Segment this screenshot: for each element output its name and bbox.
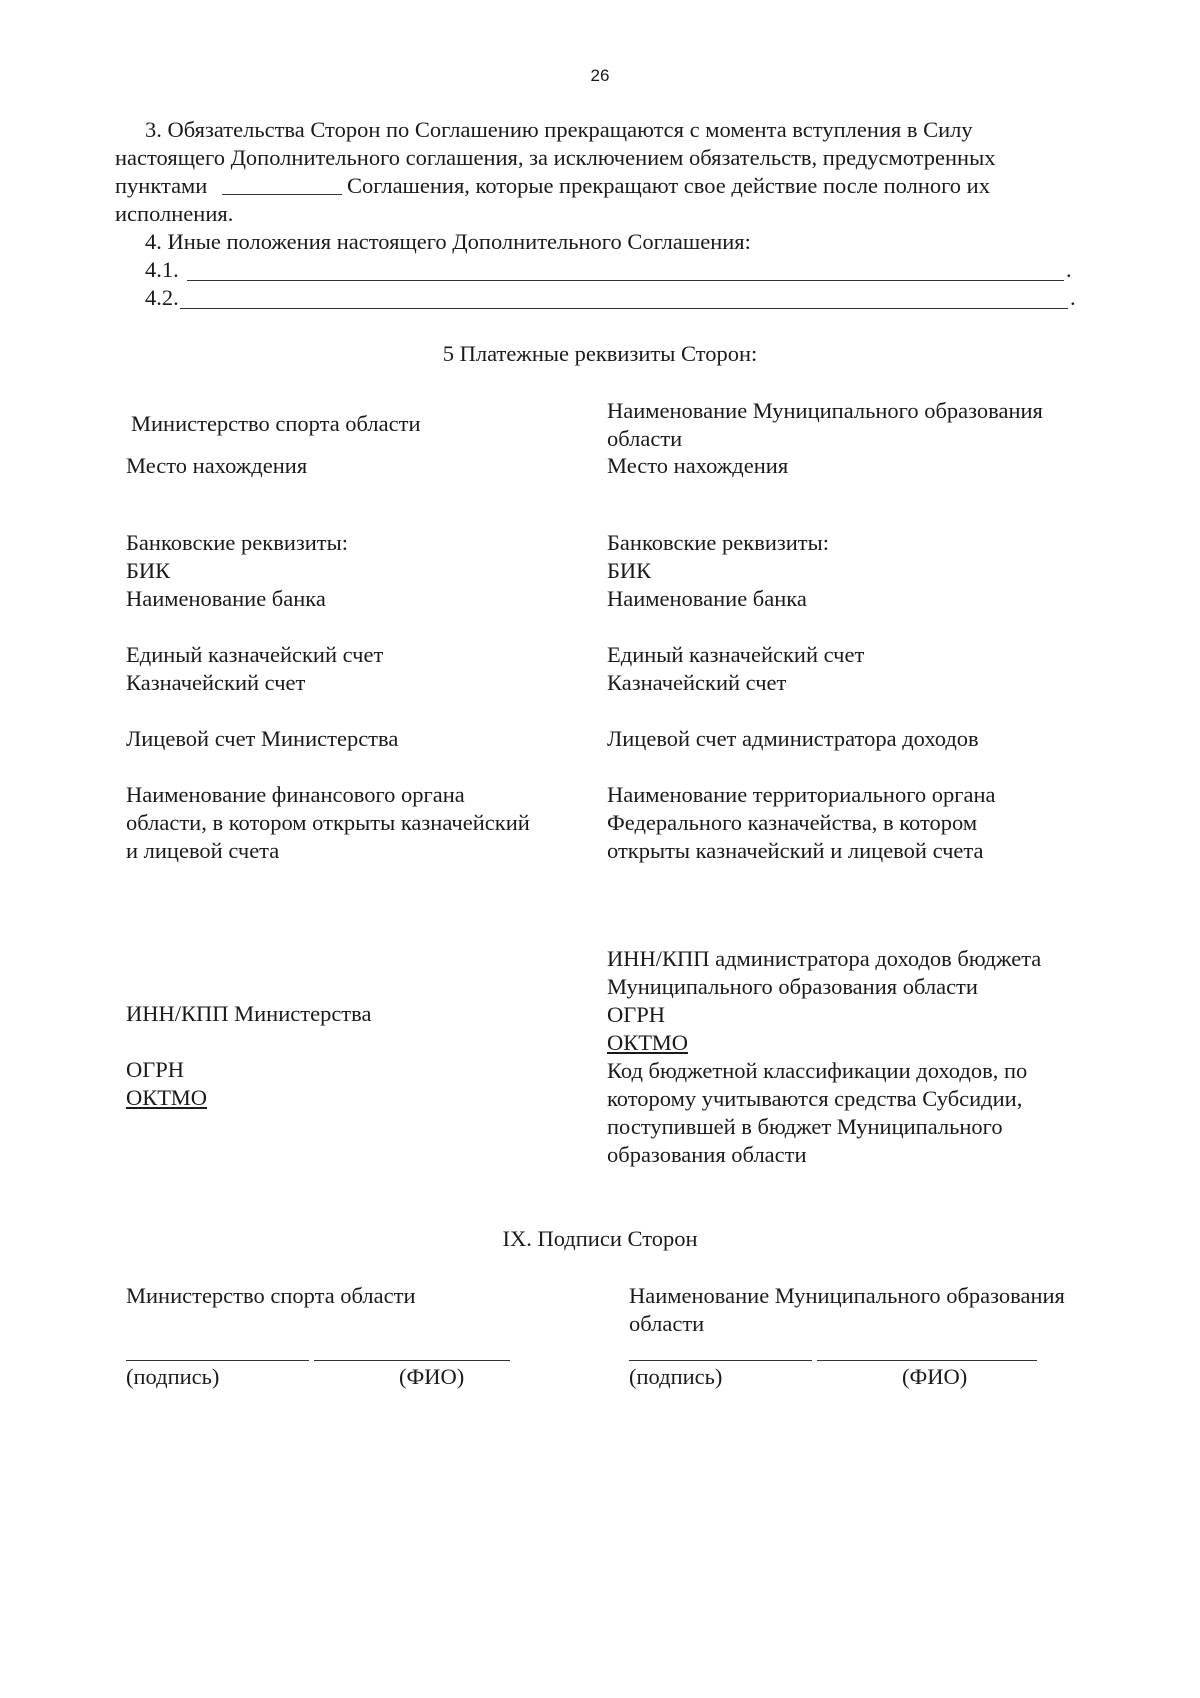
left-oktmo: ОКТМО bbox=[126, 1085, 207, 1110]
signatures-heading: IX. Подписи Сторон bbox=[502, 1226, 698, 1251]
left-inn-kpp: ИНН/КПП Министерства bbox=[126, 1001, 372, 1026]
right-org-name-line1: Наименование Муниципального образования bbox=[607, 398, 1043, 423]
blank-clauses-line bbox=[222, 194, 342, 195]
right-kbk-line2: которому учитываются средства Субсидии, bbox=[607, 1086, 1023, 1111]
item-4-1-label: 4.1. bbox=[145, 257, 179, 282]
para3-line2: настоящего Дополнительного соглашения, за исключением обязательств, предусмотренных bbox=[115, 145, 996, 170]
left-fio-label: (ФИО) bbox=[399, 1364, 465, 1389]
right-fio-label: (ФИО) bbox=[902, 1364, 968, 1389]
right-terr-body-line3: открыты казначейский и лицевой счета bbox=[607, 838, 984, 863]
right-treasury-single: Единый казначейский счет bbox=[607, 642, 865, 667]
right-inn-kpp-line2: Муниципального образования области bbox=[607, 974, 978, 999]
para4-title: 4. Иные положения настоящего Дополнительного Соглашения: bbox=[145, 229, 751, 254]
right-sign-org-line2: области bbox=[629, 1311, 705, 1336]
right-bik: БИК bbox=[607, 558, 652, 583]
para3-line4: исполнения. bbox=[115, 201, 234, 226]
left-fio-line bbox=[314, 1360, 510, 1361]
right-kbk-line4: образования области bbox=[607, 1142, 807, 1167]
right-terr-body-line1: Наименование территориального органа bbox=[607, 782, 996, 807]
page-number: 26 bbox=[590, 66, 610, 85]
right-bank-details: Банковские реквизиты: bbox=[607, 530, 830, 555]
right-signature-line bbox=[629, 1360, 812, 1361]
item-4-1-dot: . bbox=[1066, 257, 1072, 282]
right-signature-label: (подпись) bbox=[629, 1364, 723, 1389]
item-4-2-blank-line bbox=[180, 308, 1068, 309]
left-ogrn: ОГРН bbox=[126, 1057, 185, 1082]
item-4-1-blank-line bbox=[187, 280, 1064, 281]
left-treasury: Казначейский счет bbox=[126, 670, 306, 695]
left-signature-label: (подпись) bbox=[126, 1364, 220, 1389]
left-treasury-single: Единый казначейский счет bbox=[126, 642, 384, 667]
item-4-2-dot: . bbox=[1070, 285, 1076, 310]
right-fio-line bbox=[817, 1360, 1037, 1361]
item-4-2-label: 4.2. bbox=[145, 285, 179, 310]
right-personal-account: Лицевой счет администратора доходов bbox=[607, 726, 979, 751]
right-org-name-line2: области bbox=[607, 426, 683, 451]
section5-heading: 5 Платежные реквизиты Сторон: bbox=[442, 341, 758, 366]
right-bank-name: Наименование банка bbox=[607, 586, 807, 611]
right-terr-body-line2: Федерального казначейства, в котором bbox=[607, 810, 978, 835]
left-org-name: Министерство спорта области bbox=[131, 411, 421, 436]
right-kbk-line3: поступившей в бюджет Муниципального bbox=[607, 1114, 1003, 1139]
right-kbk-line1: Код бюджетной классификации доходов, по bbox=[607, 1058, 1028, 1083]
right-oktmo: ОКТМО bbox=[607, 1030, 688, 1055]
left-signature-line bbox=[126, 1360, 309, 1361]
left-sign-org: Министерство спорта области bbox=[126, 1283, 416, 1308]
left-bank-name: Наименование банка bbox=[126, 586, 326, 611]
left-location: Место нахождения bbox=[126, 453, 308, 478]
para3-line3-start: пунктами bbox=[115, 173, 208, 198]
left-bank-details: Банковские реквизиты: bbox=[126, 530, 349, 555]
left-personal-account: Лицевой счет Министерства bbox=[126, 726, 399, 751]
left-fin-body-line1: Наименование финансового органа bbox=[126, 782, 465, 807]
right-treasury: Казначейский счет bbox=[607, 670, 787, 695]
left-bik: БИК bbox=[126, 558, 171, 583]
left-fin-body-line2: области, в котором открыты казначейский bbox=[126, 810, 530, 835]
right-ogrn: ОГРН bbox=[607, 1002, 666, 1027]
right-inn-kpp-line1: ИНН/КПП администратора доходов бюджета bbox=[607, 946, 1042, 971]
left-fin-body-line3: и лицевой счета bbox=[126, 838, 280, 863]
right-sign-org-line1: Наименование Муниципального образования bbox=[629, 1283, 1065, 1308]
para3-line3-end: Соглашения, которые прекращают свое действие после полного их bbox=[347, 173, 990, 198]
para3-line1: 3. Обязательства Сторон по Соглашению прекращаются с момента вступления в Силу bbox=[145, 117, 973, 142]
right-location: Место нахождения bbox=[607, 453, 789, 478]
